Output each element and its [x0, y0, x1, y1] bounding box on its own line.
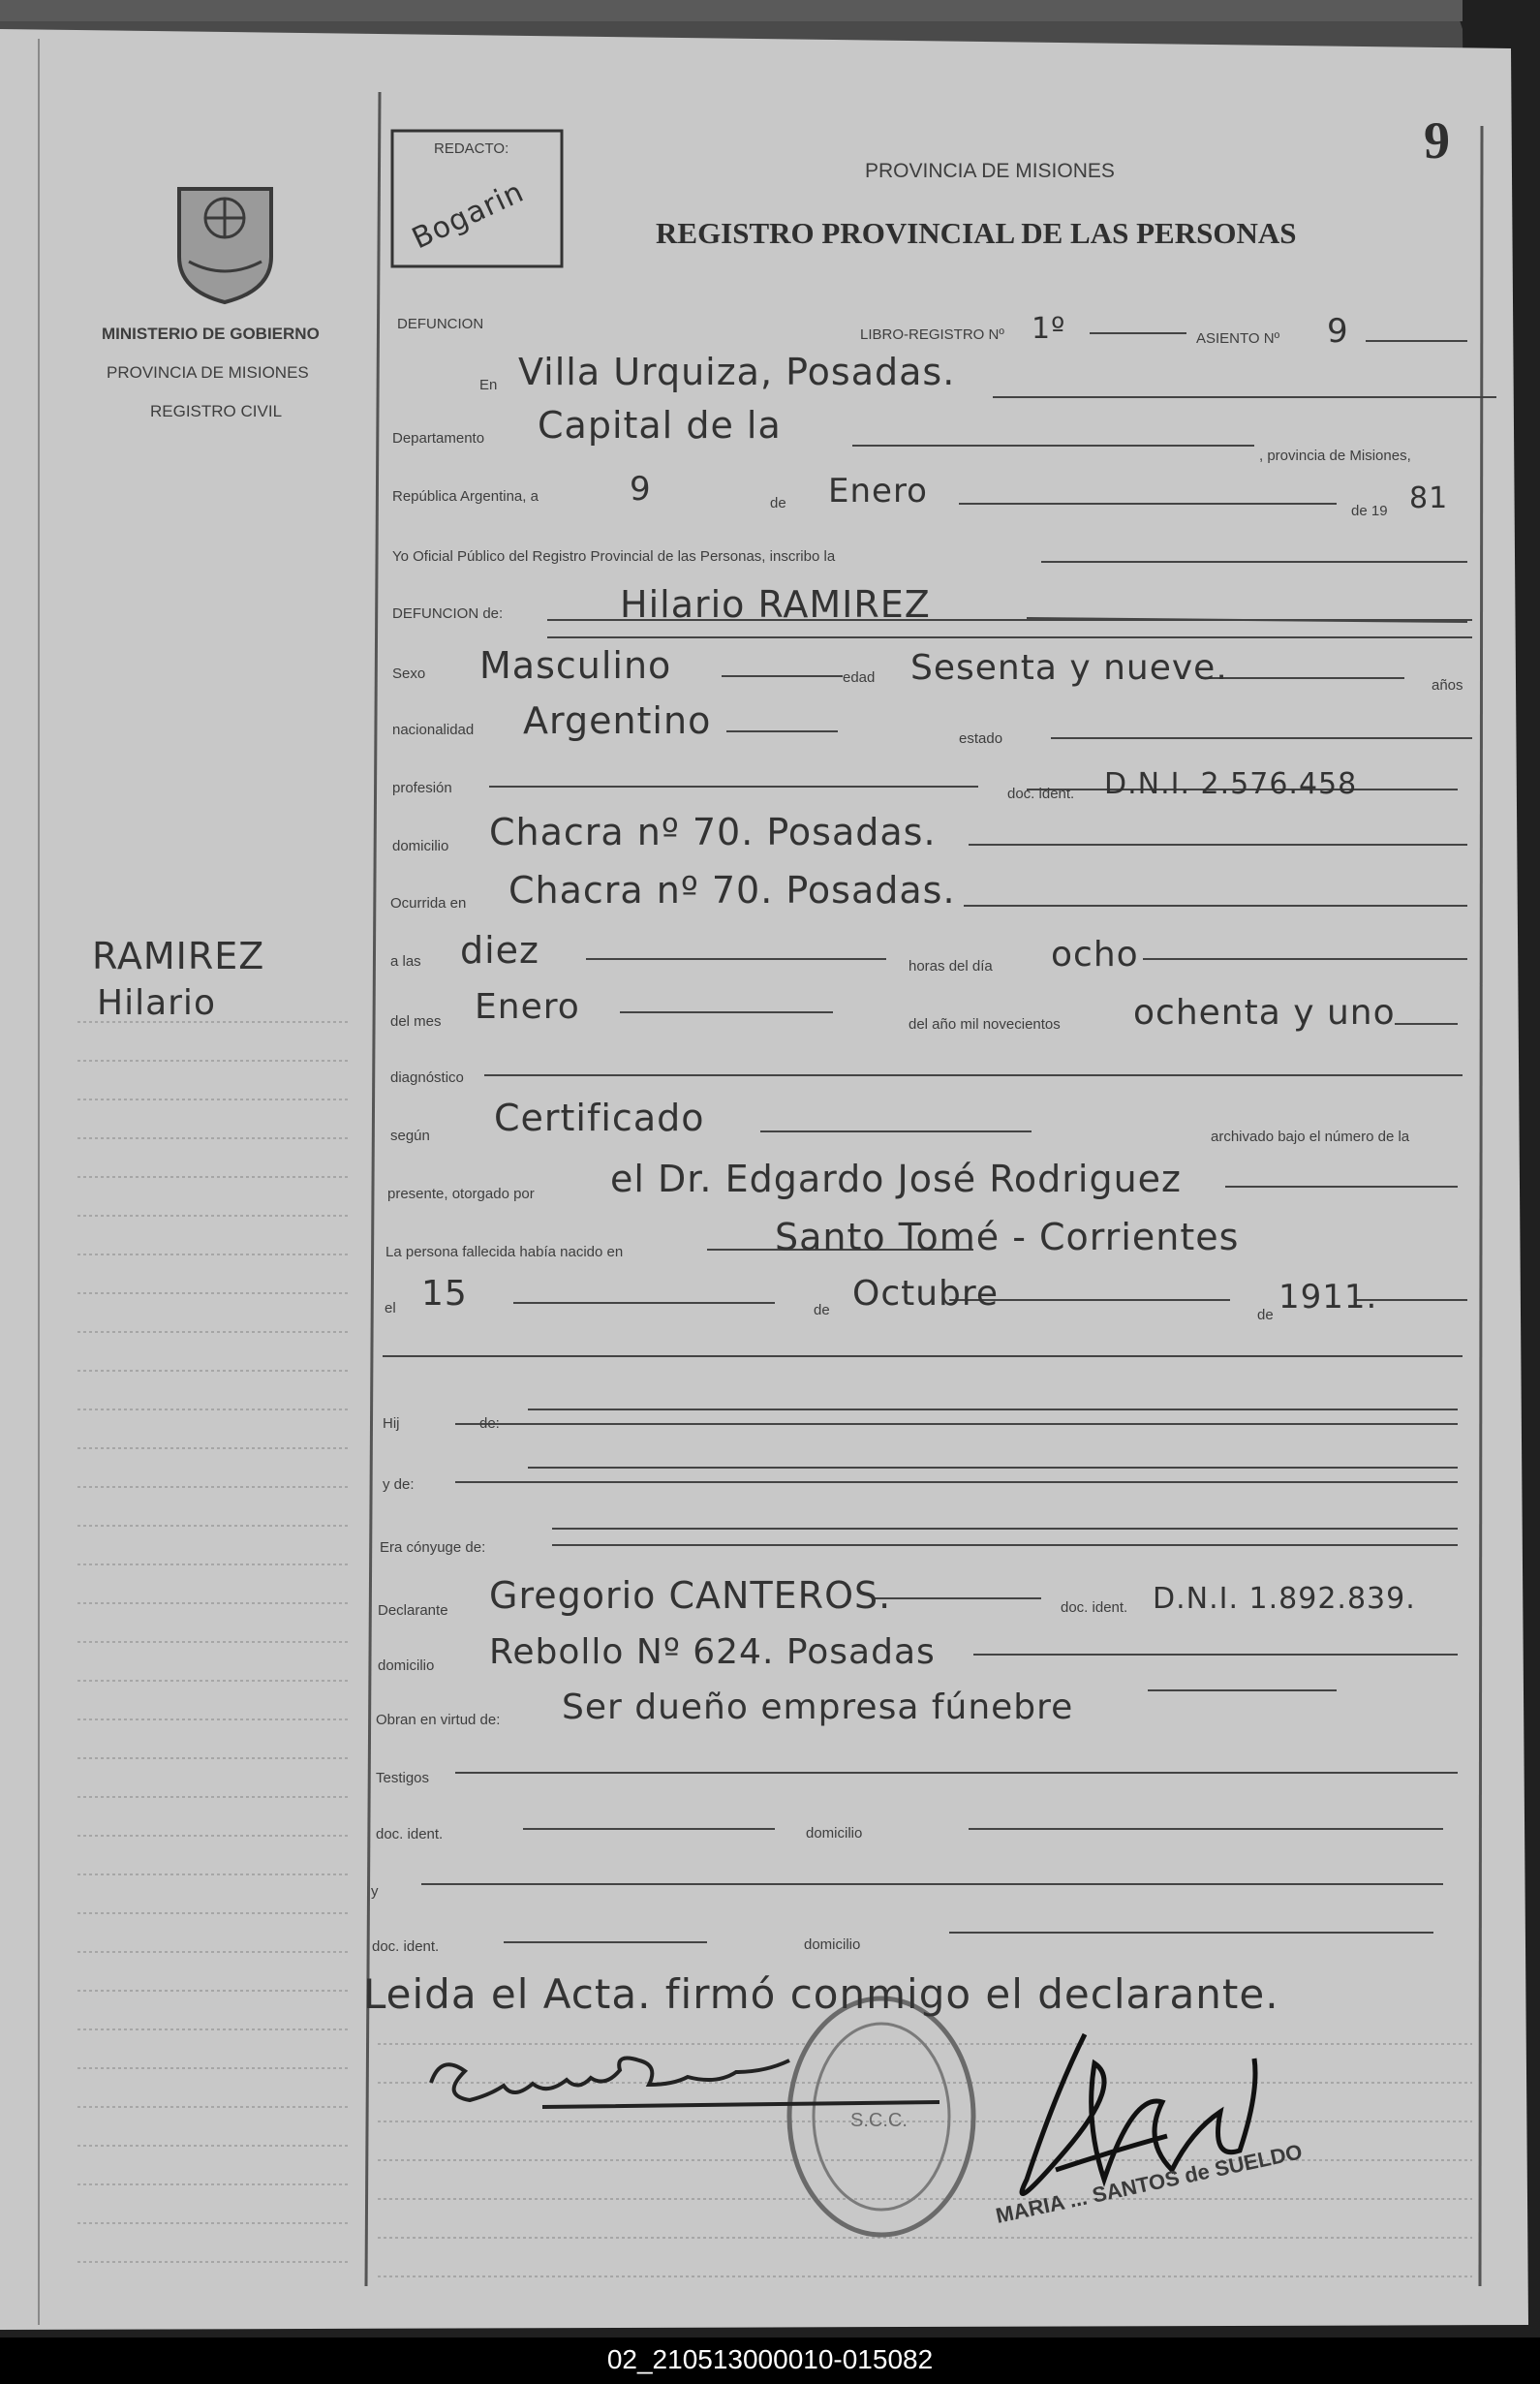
t1-docident-label: doc. ident. [376, 1826, 444, 1842]
footer-filename: 02_210513000010-015082 [606, 2344, 934, 2374]
defuncion-de-value: Hilario RAMIREZ [620, 583, 931, 626]
en-value: Villa Urquiza, Posadas. [518, 351, 956, 393]
coat-of-arms-icon [179, 189, 271, 302]
nacionalidad-value: Argentino [523, 699, 712, 742]
asiento-label: ASIENTO Nº [1196, 330, 1280, 347]
oficial-text: Yo Oficial Público del Registro Provincial de las Personas, inscribo la [392, 548, 836, 565]
hij-de-label: de: [479, 1415, 500, 1432]
nac-de-label: de [814, 1302, 830, 1318]
asiento-value: 9 [1327, 312, 1349, 351]
delmes-value: Enero [475, 987, 580, 1027]
nac-anio: 1911. [1278, 1278, 1378, 1316]
departamento-label: Departamento [392, 430, 485, 447]
republica-label: República Argentina, a [392, 488, 539, 505]
registry-title: REGISTRO PROVINCIAL DE LAS PERSONAS [656, 216, 1297, 250]
fecha-dia: 9 [630, 470, 652, 509]
domicilio-label: domicilio [392, 838, 449, 854]
anos-label: años [1432, 677, 1463, 694]
t2-domicilio-label: domicilio [804, 1936, 861, 1953]
segun-value: Certificado [494, 1097, 705, 1139]
testigos-label: Testigos [376, 1770, 430, 1786]
record-type-label: DEFUNCION [397, 316, 484, 332]
en-label: En [479, 377, 498, 393]
conyuge-label: Era cónyuge de: [380, 1539, 486, 1556]
ministry-label: MINISTERIO DE GOBIERNO [102, 325, 320, 343]
redacto-label: REDACTO: [434, 140, 509, 157]
closing-statement: Leida el Acta. firmó conmigo el declarante. [363, 1970, 1279, 2018]
declarante-value: Gregorio CANTEROS. [489, 1574, 892, 1617]
edad-value: Sesenta y nueve. [910, 648, 1228, 688]
diagnostico-label: diagnóstico [390, 1069, 464, 1086]
yde-label: y de: [383, 1476, 415, 1493]
fecha-anio-label: de 19 [1351, 503, 1388, 519]
horas-value: ocho [1051, 935, 1139, 975]
decl-docident-label: doc. ident. [1061, 1599, 1128, 1616]
fecha-de-label: de [770, 495, 786, 511]
alas-label: a las [390, 953, 421, 970]
libro-label: LIBRO-REGISTRO Nº [860, 326, 1004, 343]
nac-dia: 15 [421, 1274, 468, 1314]
ocurrida-value: Chacra nº 70. Posadas. [508, 869, 956, 912]
province-heading: PROVINCIA DE MISIONES [865, 160, 1115, 182]
obran-label: Obran en virtud de: [376, 1712, 501, 1728]
presente-value: el Dr. Edgardo José Rodriguez [610, 1158, 1183, 1200]
nacido-label: La persona fallecida había nacido en [385, 1244, 624, 1260]
y-label: y [371, 1883, 379, 1900]
nacionalidad-label: nacionalidad [392, 722, 475, 738]
decl-domicilio-label: domicilio [378, 1657, 435, 1674]
nacido-value: Santo Tomé - Corrientes [775, 1216, 1240, 1258]
fecha-mes: Enero [828, 472, 928, 511]
delanio-value: ochenta y uno [1133, 993, 1396, 1033]
archivado-label: archivado bajo el número de la [1211, 1129, 1410, 1145]
svg-text:S.C.C.: S.C.C. [850, 2110, 908, 2131]
edad-label: edad [843, 669, 876, 686]
margin-given-name: Hilario [97, 983, 216, 1023]
name-stamp: MARIA ... SANTOS de SUELDO [993, 2139, 1305, 2228]
profesion-label: profesión [392, 780, 452, 796]
delmes-label: del mes [390, 1013, 442, 1030]
libro-value: 1º [1032, 312, 1066, 346]
departamento-value: Capital de la [538, 404, 782, 447]
nac-mes: Octubre [852, 1274, 1000, 1314]
page-number: 9 [1424, 111, 1450, 170]
t1-domicilio-label: domicilio [806, 1825, 863, 1842]
obran-value: Ser dueño empresa fúnebre [562, 1687, 1074, 1727]
presente-label: presente, otorgado por [387, 1186, 535, 1202]
decl-docident-value: D.N.I. 1.892.839. [1153, 1582, 1416, 1616]
horas-label: horas del día [909, 958, 993, 975]
estado-label: estado [959, 730, 1003, 747]
hij-label: Hij [383, 1415, 400, 1432]
sexo-label: Sexo [392, 666, 426, 682]
sexo-value: Masculino [479, 644, 672, 687]
docident-value: D.N.I. 2.576.458 [1104, 767, 1358, 801]
declarante-label: Declarante [378, 1602, 448, 1619]
nac-el-label: el [385, 1300, 396, 1316]
domicilio-value: Chacra nº 70. Posadas. [489, 811, 937, 853]
decl-domicilio-value: Rebollo Nº 624. Posadas [489, 1632, 936, 1672]
ocurrida-label: Ocurrida en [390, 895, 467, 912]
alas-value: diez [460, 929, 540, 972]
redacto-value: Bogarin [407, 174, 530, 257]
t2-docident-label: doc. ident. [372, 1938, 440, 1955]
provincia-suffix: , provincia de Misiones, [1259, 448, 1411, 464]
defuncion-de-label: DEFUNCION de: [392, 605, 504, 622]
fecha-anio: 81 [1409, 481, 1449, 515]
ministry-province: PROVINCIA DE MISIONES [107, 363, 309, 382]
nac-de2-label: de [1257, 1307, 1274, 1323]
margin-surname: RAMIREZ [92, 935, 265, 977]
docident-label: doc. ident. [1007, 786, 1075, 802]
delanio-label: del año mil novecientos [909, 1016, 1061, 1033]
segun-label: según [390, 1128, 430, 1144]
ministry-civil: REGISTRO CIVIL [150, 402, 283, 420]
